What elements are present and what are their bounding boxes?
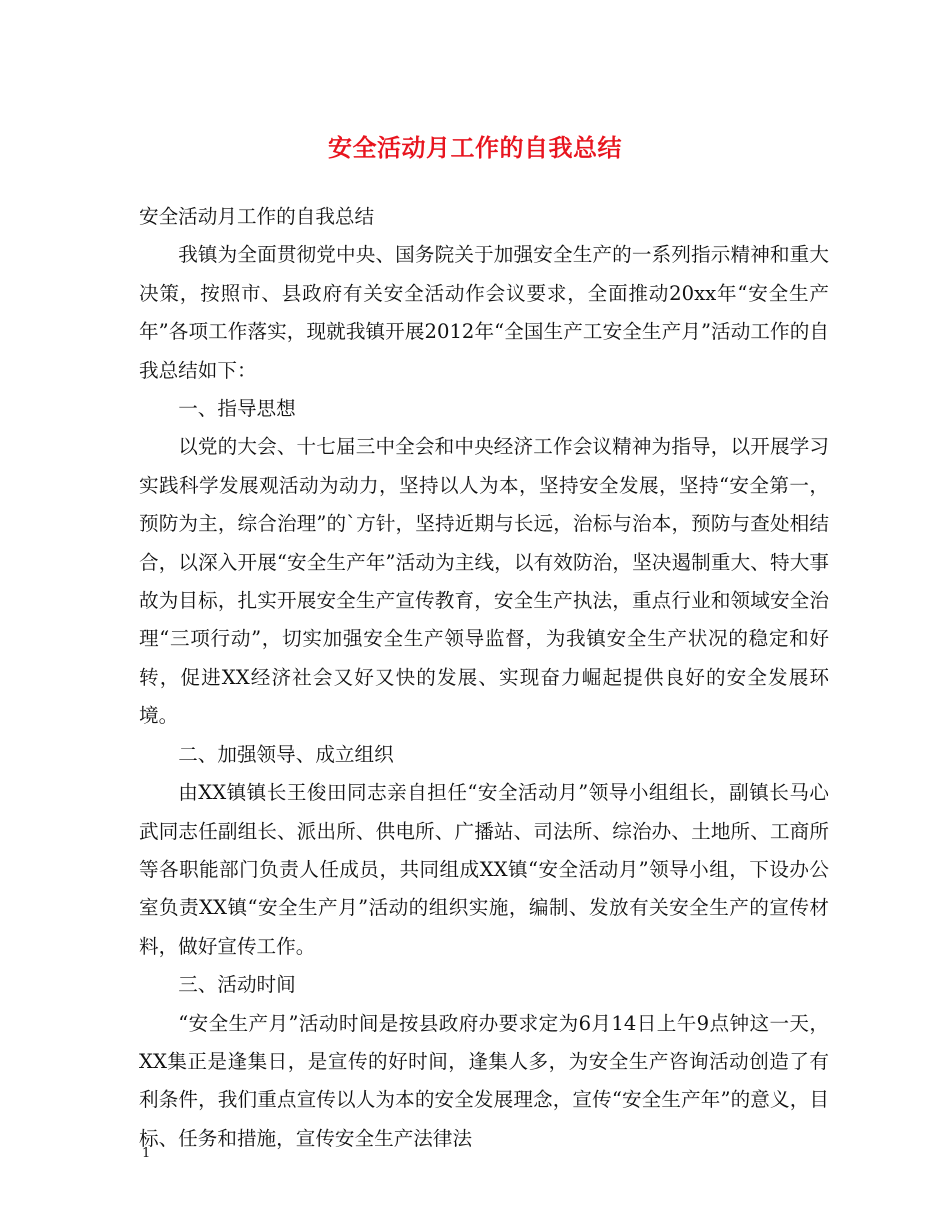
document-body (139, 198, 829, 1158)
section-heading-activity-time: 三、活动时间 (178, 973, 296, 997)
guiding-thought-paragraph: 以党的大会、十七届三中全会和中央经济工作会议精神为指导，以开展学习实践科学发展观活动为动力，坚持以人为本，坚持安全发展，坚持“安全第一，预防为主，综合治理”的`方针，坚持近期与长远，治标与治本，预防与查处相结合，以深入开展“安全生产年”活动为主线，以有效防治，坚决遏制重大、特大事故为目标，扎实开展安全生产宣传教育，安全生产执法，重点行业和领域安全治理“三项行动”，切实加强安全生产领导监督，为我镇安全生产状况的稳定和好转，促进XX经济社会又好又快的发展、实现奋力崛起提供良好的安全发展环境。 (139, 435, 829, 728)
leadership-paragraph: 由XX镇镇长王俊田同志亲自担任“安全活动月”领导小组组长，副镇长马心武同志任副组长、派出所、供电所、广播站、司法所、综治办、土地所、工商所等各职能部门负责人任成员，共同组成XX镇“安全活动月”领导小组，下设办公室负责XX镇“安全生产月”活动的组织实施，编制、发放有关安全生产的宣传材料，做好宣传工作。 (139, 781, 829, 958)
section-heading-leadership: 二、加强领导、成立组织 (178, 742, 394, 766)
body-heading: 安全活动月工作的自我总结 (139, 205, 375, 228)
activity-time-paragraph: “安全生产月”活动时间是按县政府办要求定为6月14日上午9点钟这一天，XX集正是逢集日，是宣传的好时间，逢集人多，为安全生产咨询活动创造了有利条件，我们重点宣传以人为本的安全发展理念，宣传“安全生产年”的意义，目标、任务和措施，宣传安全生产法律法 (139, 1011, 829, 1150)
document-title: 安全活动月工作的自我总结 (328, 133, 622, 162)
section-heading-guiding-thought: 一、指导思想 (178, 397, 296, 421)
intro-paragraph: 我镇为全面贯彻党中央、国务院关于加强安全生产的一系列指示精神和重大决策，按照市、县政府有关安全活动作会议要求，全面推动20xx年“安全生产年”各项工作落实，现就我镇开展2012年“全国生产工安全生产月”活动工作的自我总结如下： (139, 243, 829, 382)
page-number: 1 (142, 1146, 151, 1161)
